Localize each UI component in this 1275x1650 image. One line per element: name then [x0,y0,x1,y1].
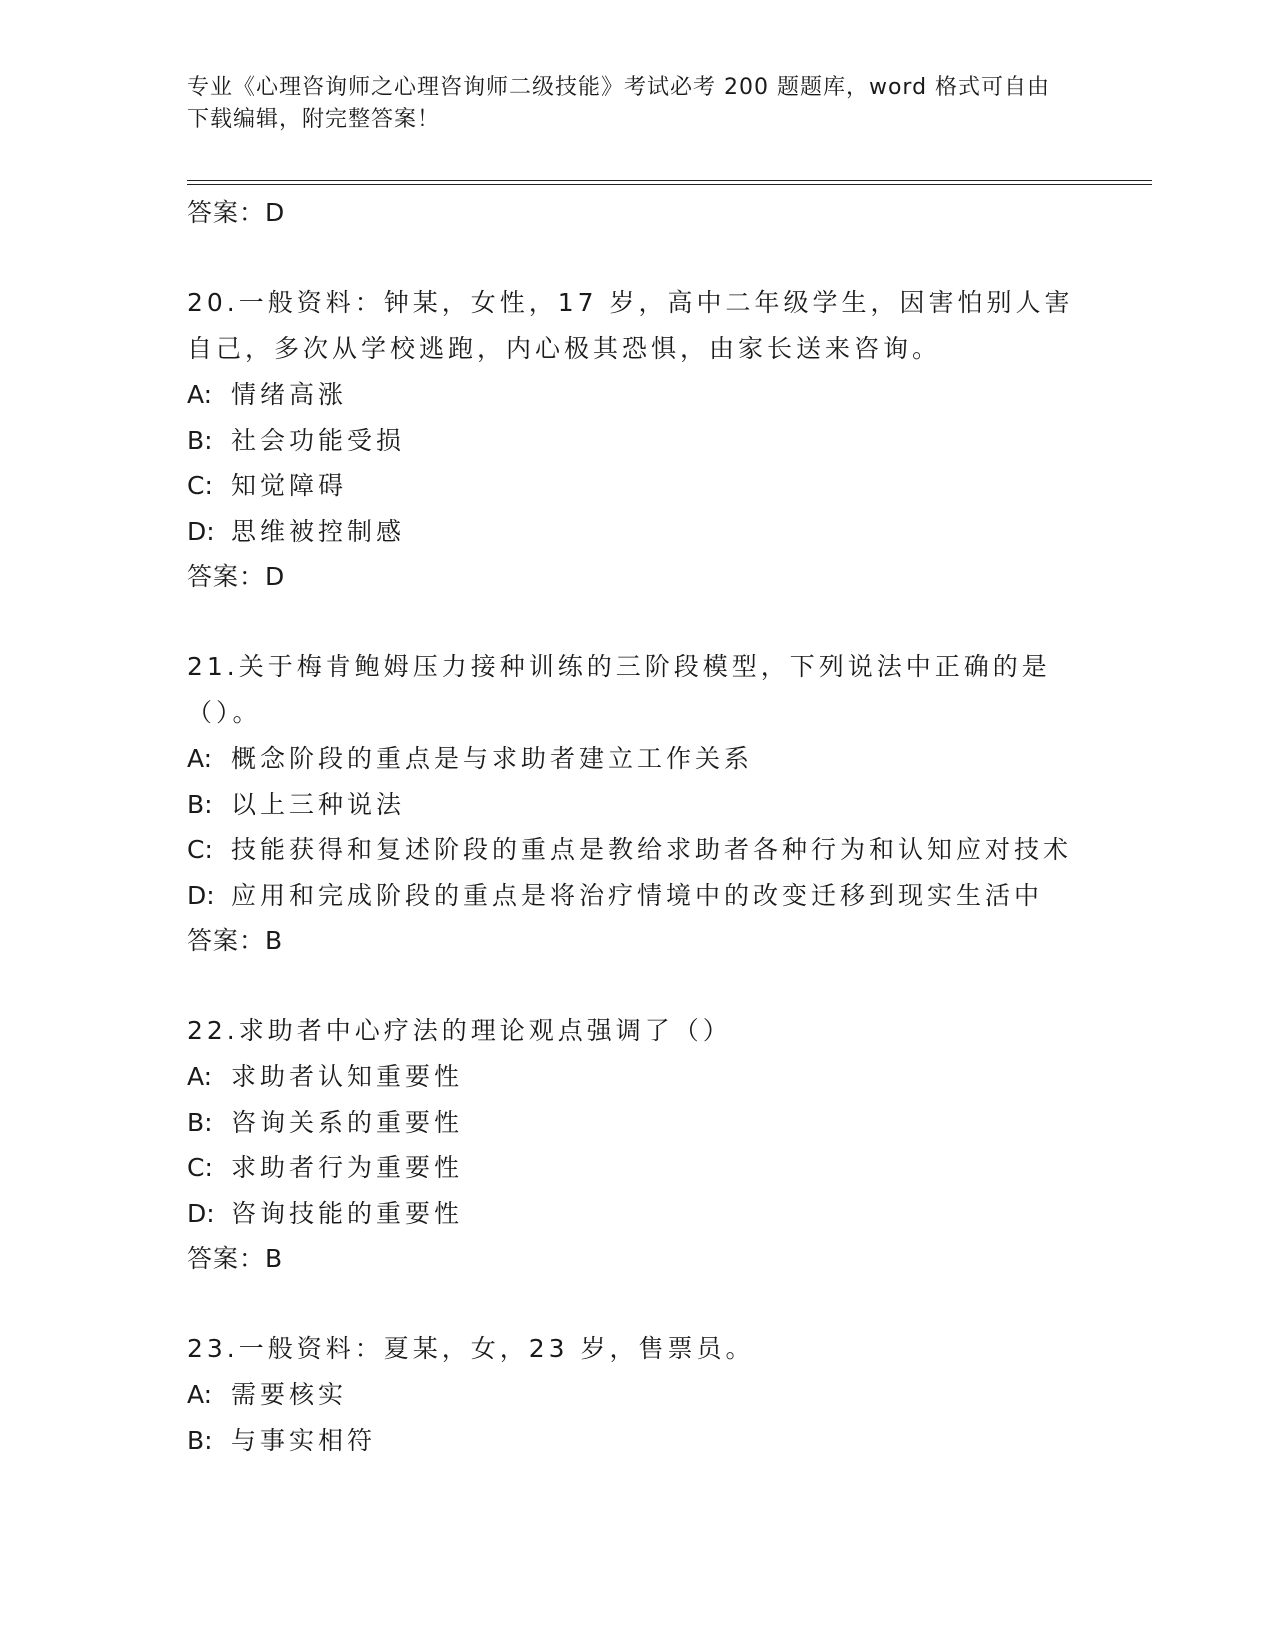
option-b [187,1100,1087,1146]
option-text: 情绪高涨 [231,380,348,409]
option-key: A: [187,380,213,409]
option-text: 咨询关系的重要性 [231,1107,464,1137]
option-a [187,1054,1087,1100]
option-text: 技能获得和复述阶段的重点是教给求助者各种行为和认知应对技术 [231,835,1073,864]
option-key: A: [187,1062,213,1091]
option-text: 应用和完成阶段的重点是将治疗情境中的改变迁移到现实生活中 [231,880,1044,910]
option-text: 与事实相符 [231,1425,377,1455]
header-divider-line-double [187,184,1152,185]
question-23 [187,1326,1087,1463]
option-key: D: [187,880,215,910]
option-b [187,418,1087,464]
question-20 [187,280,1087,600]
option-text: 求助者认知重要性 [231,1062,464,1091]
option-key: A: [187,744,213,773]
option-a [187,1372,1087,1418]
option-c [187,1145,1087,1191]
answer-line: 答案：B [187,926,284,955]
option-text: 思维被控制感 [231,516,406,546]
option-key: D: [187,1198,215,1228]
answer-line: 答案：B [187,1244,284,1273]
option-key: A: [187,1380,213,1409]
option-d [187,509,1087,555]
question-22 [187,1008,1087,1282]
header-divider-line [187,180,1152,181]
option-b [187,782,1087,828]
option-text: 咨询技能的重要性 [231,1198,464,1228]
option-key: C: [187,471,213,500]
option-d [187,873,1087,919]
option-a [187,372,1087,418]
option-key: B: [187,789,213,819]
question-text: 22.求助者中心疗法的理论观点强调了（） [187,1016,732,1045]
answer-line: 答案：D [187,562,286,591]
option-key: C: [187,1153,213,1182]
option-c [187,827,1087,873]
question-text: 23.一般资料：夏某，女，23 岁，售票员。 [187,1334,755,1363]
document-body [187,190,1087,1463]
question-text: 21.关于梅肯鲍姆压力接种训练的三阶段模型，下列说法中正确的是（）。 [187,652,1051,727]
option-c [187,463,1087,509]
page-header: 专业《心理咨询师之心理咨询师二级技能》考试必考 200 题题库，word 格式可自由下载编辑，附完整答案！ [187,75,1051,132]
option-d [187,1191,1087,1237]
option-key: C: [187,835,213,864]
question-text: 20.一般资料：钟某，女性，17 岁，高中二年级学生，因害怕别人害自己，多次从学校逃跑，内心极其恐惧，由家长送来咨询。 [187,288,1074,363]
option-key: B: [187,425,213,455]
option-b [187,1418,1087,1464]
option-a [187,736,1087,782]
option-text: 需要核实 [231,1380,348,1409]
option-key: D: [187,516,215,546]
option-key: B: [187,1107,213,1137]
answer-line: 答案：D [187,198,286,227]
option-text: 社会功能受损 [231,425,406,455]
option-text: 知觉障碍 [231,471,348,500]
option-text: 求助者行为重要性 [231,1153,464,1182]
option-key: B: [187,1425,213,1455]
option-text: 以上三种说法 [231,789,406,819]
option-text: 概念阶段的重点是与求助者建立工作关系 [231,744,754,773]
question-21 [187,644,1087,964]
